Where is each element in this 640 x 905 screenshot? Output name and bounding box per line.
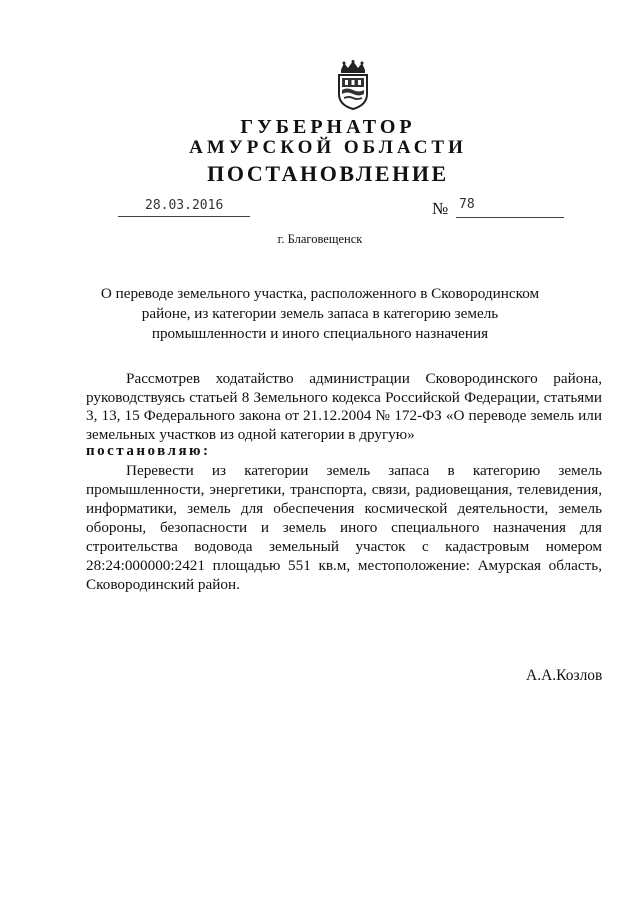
header-region: АМУРСКОЙ ОБЛАСТИ <box>189 137 467 158</box>
document-title: О переводе земельного участка, расположенного в Сковородинском районе, из категории земель запаса в категорию земель промышленности и иного специального назначения <box>100 285 540 342</box>
number-underline <box>456 217 564 218</box>
header-governor: ГУБЕРНАТОР <box>240 116 416 138</box>
coat-of-arms-icon <box>332 60 374 110</box>
date-underline <box>118 216 250 217</box>
city: г. Благовещенск <box>277 232 363 246</box>
preamble-paragraph: Рассмотрев ходатайство администрации Сковородинского района, руководствуясь статьей 8 Земельного кодекса Российской Федерации, статьями 3, 13, 15 Федерального закона от 21.12.2004 № 172-ФЗ «О переводе земель или земельных участков из одной категории в другую» <box>86 370 602 443</box>
document-date: 28.03.2016 <box>145 198 224 213</box>
document-number: 78 <box>459 197 475 212</box>
signature-name: А.А.Козлов <box>526 667 603 684</box>
document-type: ПОСТАНОВЛЕНИЕ <box>207 161 449 186</box>
number-sign: № <box>432 199 449 218</box>
resolves-word: постановляю: <box>86 443 211 459</box>
decision-paragraph: Перевести из категории земель запаса в категорию земель промышленности, энергетики, транспорта, связи, радиовещания, телевидения, информатики, земель для обеспечения космической деятельности, земель обороны, безопасности и земель иного специального назначения для строительства водовода земельный участок с кадастровым номером 28:24:000000:2421 площадью 551 кв.м, местоположение: Амурская область, Сковородинский район. <box>86 462 602 593</box>
